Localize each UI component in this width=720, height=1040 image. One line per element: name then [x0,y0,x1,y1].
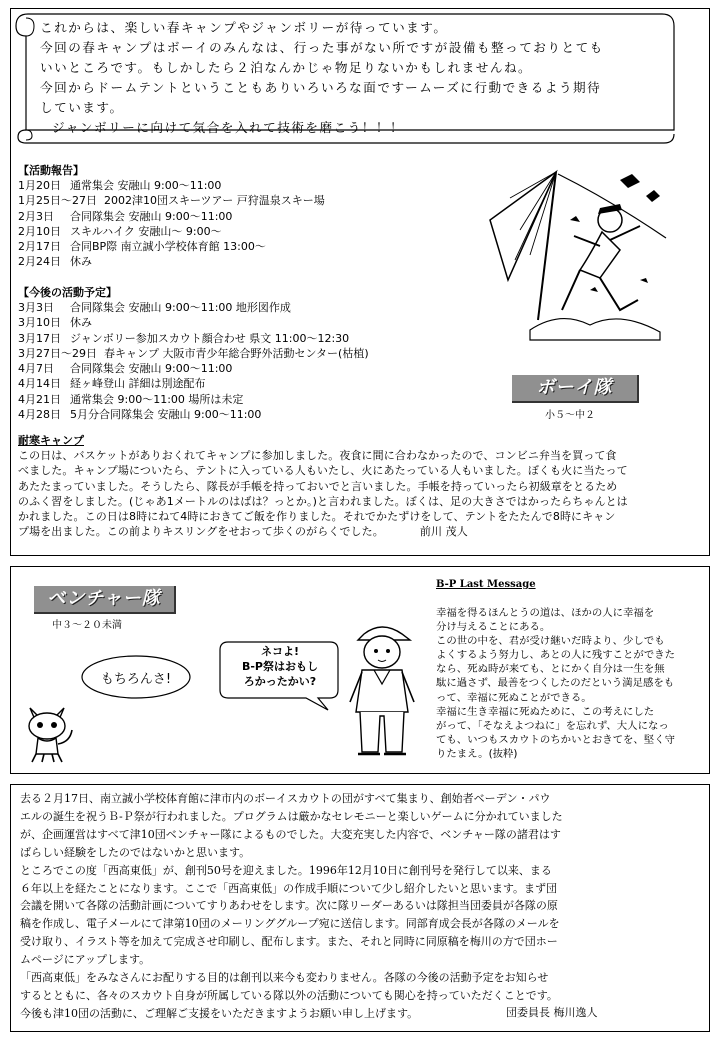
plan-text: ジャンボリー参加スカウト顔合わせ 県文 11:00～12:30 [70,331,350,345]
message-line: 稿を作成し、電子メールにて津第10団のメーリンググループ宛に送信します。同部育成会長が各隊のメールを [20,917,560,931]
bp-line: 幸福に生き幸福に死ぬために、この考えにした [436,705,655,718]
message-line: するとともに、各々のスカウト自身が所属している隊以外の活動についても関心を持っていただくことです。 [20,988,558,1002]
plan-row [18,376,448,391]
report-row [18,254,438,269]
plan-date: 3月27日～29日 [18,346,97,360]
camp-body [18,448,698,540]
boy-troop-badge [512,375,639,403]
message-line: 今後も津10団の活動に、ご理解ご支援をいただきますようお願い申し上げます。 [20,1006,419,1020]
camp-line: べました。キャンプ場についたら、テントに入っている人もいたし、火にあたっている人もいました。ぼくも火に当たって [18,464,628,478]
chair-message-body [20,790,700,1023]
intro-line: これからは、楽しい春キャンプやジャンボリーが待っています。 [40,20,448,35]
bp-line: って、幸福に死ぬことができる。 [436,691,592,704]
message-line: 会議を開いて各隊の活動計画についてすりあわせをします。次に隊リーダーあるいは隊担当団委員が各隊の原 [20,899,558,913]
camp-title: 耐寒キャンプ [18,434,84,447]
report-date: 2月24日 [18,255,61,269]
camp-line: この日は、バスケットがありおくれてキャンプに参加しました。夜食に間に合わなかったので、コンビニ弁当を買って食 [18,449,617,462]
report-text: 2002津10団スキーツアー 戸狩温泉スキー場 [104,194,325,208]
bp-line: なら、死ぬ時が来ても、とにかく自分は一生を無 [436,663,665,676]
boy-age-range: 小５～中２ [545,410,595,421]
report-row [18,224,438,239]
report-row [18,178,438,193]
plan-row [18,315,448,330]
camp-signature: 前川 茂人 [419,525,468,539]
report-text: 休み [70,255,92,269]
bp-line: 駄に過さず、最善をつくしたのだという満足感をも [436,677,675,690]
message-line: ばらしい経験をしたのではないかと思います。 [20,845,251,859]
bubble-right-line: ネコよ! [260,645,300,658]
report-title: 【活動報告】 [18,164,84,177]
plan-row [18,300,448,315]
bubble-right-text [226,644,334,689]
activity-report [18,162,438,270]
venture-troop-badge [34,586,176,614]
bp-line: 分け与えることにある。 [436,621,551,634]
report-text: 通常集会 安融山 9:00～11:00 [70,179,222,192]
plan-date: 3月17日 [18,331,61,345]
report-text: 合同隊集会 安融山 9:00～11:00 [70,209,233,223]
report-date: 1月20日 [18,179,61,192]
report-date: 2月17日 [18,240,61,254]
intro-text [40,18,670,138]
bp-line: 幸福を得るほんとうの道は、ほかの人に幸福を [436,607,655,619]
winter-camp-article [18,432,698,540]
plan-row [18,346,448,361]
plan-row [18,407,448,422]
message-line: エルの誕生を祝うＢ-Ｐ祭が行われました。プログラムは厳かなセレモニーと楽しいゲームに分かれていました [20,809,563,823]
plan-text: 合同隊集会 安融山 9:00～11:00 地形図作成 [70,301,291,314]
scout-boy-illustration [340,620,424,760]
bp-message-body [436,606,706,761]
bubble-left-text: もちろんさ! [100,672,172,687]
report-text: 合同BP際 南立誠小学校体育館 13:00～ [70,240,266,254]
message-line: ６年以上を経たことになります。ここで「西高東低」の作成手順について少し紹介したいと思います。まず団 [20,881,558,895]
plan-date: 4月7日 [18,362,54,376]
message-line: 受け取り、イラスト等を加えて完成させ印刷し、配布します。また、それと同時に同原稿を梅川の方で団ホー [20,935,558,949]
camp-line [18,524,698,539]
activity-plan [18,284,448,422]
bp-line: りたまえ。(抜粋) [436,747,518,760]
plan-text: 通常集会 9:00～11:00 場所は未定 [70,392,244,406]
report-row [18,239,438,254]
plan-list [18,300,448,422]
message-line: 「西高東低」をみなさんにお配りする目的は創刊以来今も変わりません。各隊の今後の活動予定をお知らせ [20,971,549,985]
message-line: が、企画運営はすべて津10団ベンチャー隊によるものでした。大変充実した内容で、ベンチャー隊の諸君はす [20,827,561,841]
plan-text: 春キャンプ 大阪市青少年総合野外活動センター(枯植) [104,346,369,360]
chair-signature: 団委員長 梅川逸人 [506,1006,598,1019]
intro-line: 今回の春キャンプはボーイのみんなは、行った事がない所ですが設備も整っておりとても [40,40,604,55]
intro-scroll [14,6,686,144]
report-row [18,193,438,208]
boy-badge-label: ボーイ隊 [536,377,613,398]
camp-line: のふく習をしました。(じゃあ1メートルのはばは？っとか。)と言われました。ぼくは、足の大きさではかったらちゃんとは [18,494,628,508]
bp-line: この世の中を、君が受け継いだ時より、少しでも [436,635,665,648]
report-date: 2月3日 [18,209,54,223]
intro-line: 今回からドームテントということもありいろいろな面ですームーズに行動できるよう期待 [40,80,602,95]
intro-line: いいところです。もしかしたら２泊なんかじゃ物足りないかもしれませんね。 [40,60,533,75]
message-line: 去る２月17日、南立誠小学校体育館に津市内のボーイスカウトの団がすべて集まり、創始者ベーデン・パウ [20,792,551,805]
plan-row [18,392,448,407]
plan-date: 4月14日 [18,377,61,391]
plan-date: 3月3日 [18,301,54,314]
bp-line: ても、いつもスカウトのちかいとおきてを、堅く守 [436,733,675,746]
plan-row [18,361,448,376]
plan-title: 【今後の活動予定】 [18,286,117,299]
camp-line: かれました。この日は8時にねて4時におきてご飯を作りました。それでかたずけをして、テントをたたんで8時にキャン [18,510,616,524]
bp-line: がって、「そなえよつねに」を忘れず、大人になっ [436,719,669,732]
report-date: 1月25日～27日 [18,194,97,208]
intro-line: ジャンボリーに向けて気合を入れて技術を磨こう！！！ [52,120,405,135]
bp-message-title: B-P Last Message [436,579,536,590]
plan-date: 4月21日 [18,392,61,406]
plan-row [18,331,448,346]
bubble-right-line: ろかったかい? [243,675,317,688]
venture-badge-label: ベンチャー隊 [47,588,161,609]
plan-text: 5月分合同隊集会 安融山 9:00～11:00 [70,408,262,422]
report-text: スキルハイク 安融山～ 9:00～ [70,224,222,238]
scout-climbing-illustration [470,160,680,360]
report-date: 2月10日 [18,224,61,238]
camp-last-line: プ場を出ました。この前よりキスリングをせおって歩くのがらくでした。 [18,525,384,539]
plan-date: 4月28日 [18,408,61,422]
report-list [18,178,438,270]
report-row [18,209,438,224]
venture-age-range: 中３～２０未満 [52,620,122,631]
plan-date: 3月10日 [18,316,61,330]
plan-text: 経ヶ峰登山 詳細は別途配布 [70,377,206,391]
bubble-right-line: B-P祭はおもし [241,660,318,673]
camp-line: あたたまっていました。そうしたら、隊長が手帳を持っておいでと言いました。手帳を持っていったら初級章をとるため [18,479,618,493]
cat-illustration [18,700,78,764]
plan-text: 休み [70,316,92,330]
plan-text: 合同隊集会 安融山 9:00～11:00 [70,362,233,376]
intro-line: しています。 [40,100,124,115]
message-line: ところでこの度「西高東低」が、創刊50号を迎えました。1996年12月10日に創刊号を発行して以来、まる [20,863,552,877]
message-line: ムページにアップします。 [20,953,151,967]
bp-line: よくするよう努力し、あとの人に残すことができた [436,649,675,662]
